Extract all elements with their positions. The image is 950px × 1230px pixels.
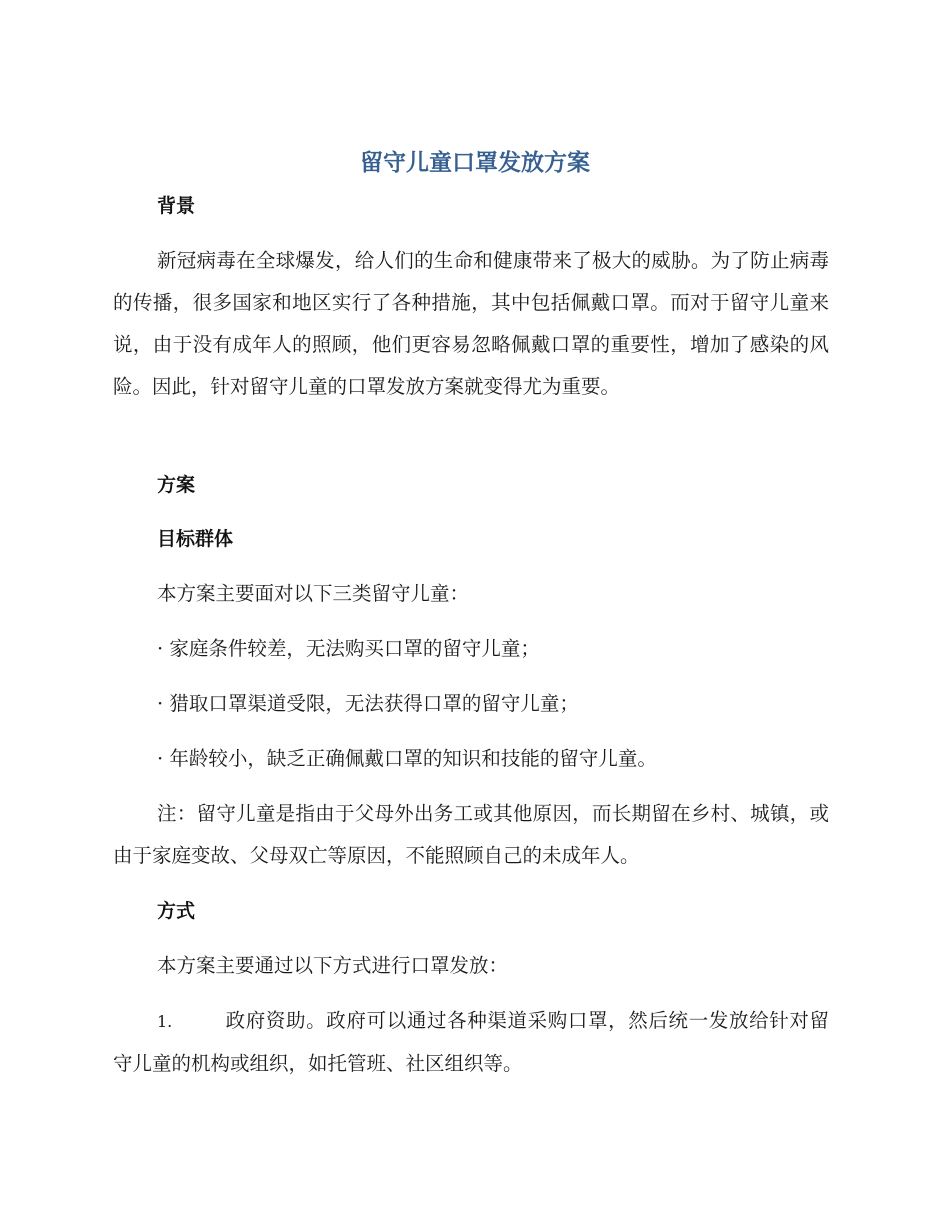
numbered-list-item	[113, 1000, 829, 1085]
plan-heading: 方案	[157, 474, 196, 496]
target-intro: 本方案主要面对以下三类留守儿童：	[157, 582, 470, 605]
method-intro: 本方案主要通过以下方式进行口罩发放：	[157, 954, 509, 977]
background-heading: 背景	[157, 195, 196, 217]
list-item: · 年龄较小，缺乏正确佩戴口罩的知识和技能的留守儿童。	[157, 747, 657, 770]
list-number: 1.	[157, 1012, 173, 1031]
list-item: · 家庭条件较差，无法购买口罩的留守儿童；	[157, 637, 540, 660]
method-heading: 方式	[157, 900, 196, 922]
list-item: · 猎取口罩渠道受限，无法获得口罩的留守儿童；	[157, 692, 579, 715]
document-title: 留守儿童口罩发放方案	[360, 150, 590, 176]
target-group-heading: 目标群体	[157, 528, 234, 550]
note-paragraph: 注：留守儿童是指由于父母外出务工或其他原因，而长期留在乡村、城镇，或由于家庭变故、父母双亡等原因，不能照顾自己的未成年人。	[113, 802, 829, 867]
background-paragraph: 新冠病毒在全球爆发，给人们的生命和健康带来了极大的威胁。为了防止病毒的传播，很多国家和地区实行了各种措施，其中包括佩戴口罩。而对于留守儿童来说，由于没有成年人的照顾，他们更容易忽略佩戴口罩的重要性，增加了感染的风险。因此，针对留守儿童的口罩发放方案就变得尤为重要。	[113, 249, 829, 398]
list-item-text: 政府资助。政府可以通过各种渠道采购口罩，然后统一发放给针对留守儿童的机构或组织，如托管班、社区组织等。	[113, 1009, 829, 1075]
